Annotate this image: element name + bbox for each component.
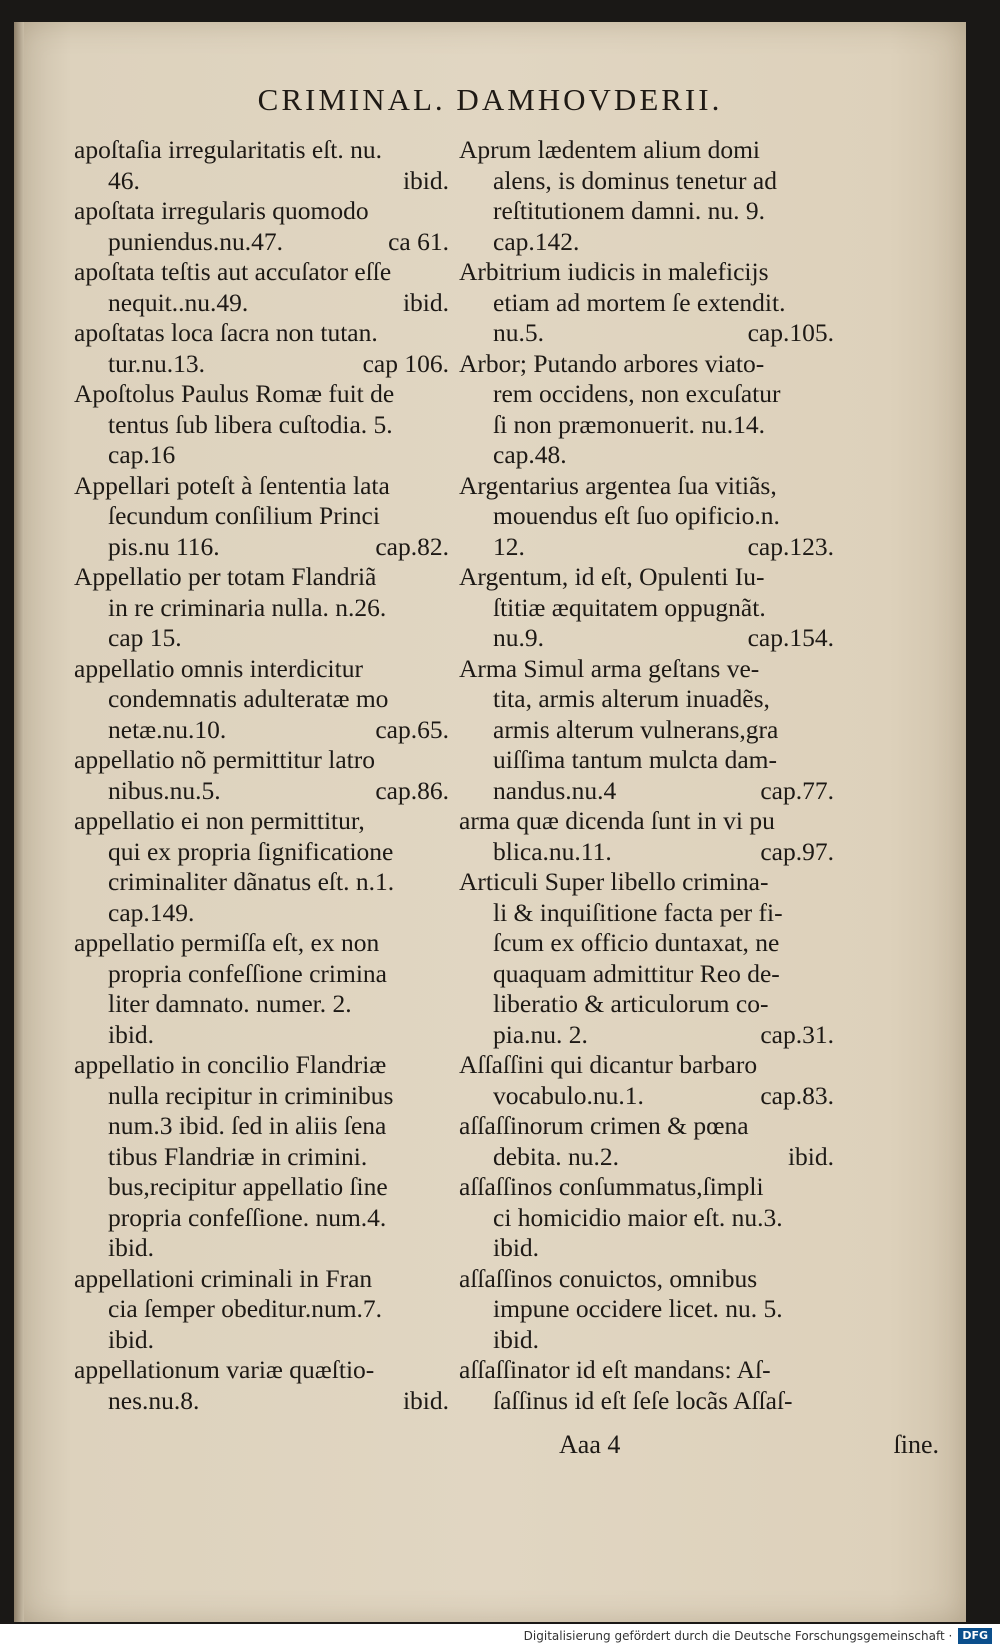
index-entry — [74, 379, 449, 471]
index-entry-line — [459, 562, 834, 593]
index-entry-line — [74, 1264, 449, 1295]
index-entry-line — [459, 1294, 834, 1325]
index-entry — [459, 349, 834, 471]
entry-reference: ca 61. — [388, 226, 449, 256]
entry-text: uiſſima tantum mulcta dam- — [493, 745, 777, 774]
entry-text: ſtitiæ æquitatem oppugnãt. — [493, 592, 766, 622]
index-entry-line — [74, 379, 449, 410]
entry-reference: cap.77. — [760, 775, 834, 805]
index-entry-line — [459, 837, 834, 868]
entry-reference: cap.83. — [760, 1080, 834, 1110]
page-binding-edge — [14, 22, 24, 1622]
entry-text: Arbitrium iudicis in maleficijs — [459, 257, 769, 286]
index-entry-line — [459, 1325, 834, 1356]
entry-text: cia ſemper obeditur.num.7. — [108, 1294, 383, 1323]
entry-text: condemnatis adulteratæ mo — [108, 684, 389, 713]
index-entry-line — [459, 715, 834, 746]
index-entry — [74, 1050, 449, 1264]
index-entry-line — [74, 959, 449, 990]
entry-text: nes.nu.8. — [108, 1385, 200, 1415]
entry-text: nu.9. — [493, 623, 544, 652]
entry-text: blica.nu.11. — [493, 836, 612, 866]
index-entry — [459, 1111, 834, 1172]
index-entry-line — [459, 166, 834, 197]
entry-text: quaquam admittitur Reo de- — [493, 958, 780, 988]
entry-text: apoſtatas loca ſacra non tutan. — [74, 318, 378, 347]
index-entry-line — [74, 288, 449, 319]
index-entry-line — [459, 654, 834, 685]
entry-text: ibid. — [493, 1233, 540, 1262]
index-entry-line — [74, 928, 449, 959]
index-entry-line — [74, 1020, 449, 1051]
entry-reference: cap.31. — [760, 1019, 834, 1049]
index-entry-line — [459, 532, 834, 563]
entry-text: appellatio ei non permittitur, — [74, 806, 365, 835]
index-entry-line — [74, 837, 449, 868]
index-entry-line — [459, 501, 834, 532]
entry-text: aſſaſſinator id eſt mandans: Aſ- — [459, 1355, 771, 1384]
entry-text: num.3 ibid. ſed in aliis ſena — [108, 1111, 387, 1140]
entry-text: Argentarius argentea ſua vitiãs, — [459, 470, 777, 500]
index-entry-line — [459, 1386, 834, 1417]
entry-text: ſecundum conſilium Princi — [108, 501, 380, 530]
index-entry — [459, 867, 834, 1050]
entry-text: aſſaſſinos conſummatus,ſimpli — [459, 1172, 764, 1201]
left-index-column — [74, 135, 449, 1416]
entry-reference: cap.154. — [747, 623, 834, 652]
entry-text: pis.nu 116. — [108, 531, 220, 561]
index-entry-line — [459, 1355, 834, 1386]
index-entry — [459, 1050, 834, 1111]
entry-text: appellatio omnis interdicitur — [74, 653, 363, 683]
entry-text: apoſtata irregularis quomodo — [74, 196, 369, 225]
index-entry-line — [74, 562, 449, 593]
entry-text: cap 15. — [108, 623, 182, 652]
index-entry-line — [459, 318, 834, 349]
entry-text: arma quæ dicenda ſunt in vi pu — [459, 806, 775, 835]
index-entry — [74, 471, 449, 563]
index-entry-line — [74, 1386, 449, 1417]
entry-text: tur.nu.13. — [108, 348, 206, 378]
entry-text: armis alterum vulnerans,gra — [493, 714, 779, 744]
index-entry-line — [74, 440, 449, 471]
entry-text: puniendus.nu.47. — [108, 226, 283, 256]
entry-text: netæ.nu.10. — [108, 714, 227, 744]
index-entry-line — [459, 227, 834, 258]
index-entry-line — [74, 501, 449, 532]
entry-text: ibid. — [493, 1324, 540, 1354]
entry-text: cap.149. — [108, 897, 195, 927]
index-entry — [74, 135, 449, 196]
right-index-column — [459, 135, 834, 1416]
index-entry-line — [459, 867, 834, 898]
entry-text: appellatio nõ permittitur latro — [74, 745, 375, 774]
dfg-logo: DFG — [958, 1628, 992, 1644]
index-entry-line — [459, 379, 834, 410]
index-entry-line — [459, 288, 834, 319]
entry-text: nandus.nu.4 — [493, 775, 617, 805]
entry-text: li & inquiſitione facta per fi- — [493, 897, 783, 927]
entry-text: 12. — [493, 531, 525, 561]
entry-text: cap.48. — [493, 440, 567, 469]
index-entry — [74, 806, 449, 928]
entry-text: tita, armis alterum inuadẽs, — [493, 684, 770, 713]
index-entry-line — [74, 1142, 449, 1173]
index-entry-line — [74, 471, 449, 502]
entry-text: nulla recipitur in criminibus — [108, 1080, 394, 1110]
index-entry-line — [74, 1233, 449, 1264]
index-entry-line — [459, 1172, 834, 1203]
index-entry-line — [459, 989, 834, 1020]
index-entry-line — [459, 440, 834, 471]
entry-text: Apoſtolus Paulus Romæ fuit de — [74, 379, 395, 408]
index-entry-line — [74, 227, 449, 258]
entry-text: cap.16 — [108, 440, 176, 469]
entry-reference: cap 106. — [362, 348, 449, 378]
running-header: CRIMINAL. DAMHOVDERII. — [257, 82, 723, 117]
index-entry-line — [74, 196, 449, 227]
catchword: ſine. — [893, 1430, 939, 1459]
entry-text: reſtitutionem damni. nu. 9. — [493, 196, 765, 225]
index-entry-line — [459, 959, 834, 990]
entry-text: etiam ad mortem ſe extendit. — [493, 287, 786, 317]
index-entry-line — [74, 654, 449, 685]
entry-text: ſi non præmonuerit. nu.14. — [493, 409, 765, 439]
entry-text: nibus.nu.5. — [108, 775, 221, 805]
index-entry — [74, 1355, 449, 1416]
entry-reference: ibid. — [787, 1141, 834, 1171]
entry-text: ſcum ex officio duntaxat, ne — [493, 928, 780, 957]
entry-text: aſſaſſinos conuictos, omnibus — [459, 1263, 758, 1293]
entry-text: ibid. — [108, 1324, 155, 1354]
index-entry — [74, 928, 449, 1050]
index-entry-line — [459, 410, 834, 441]
index-entry-line — [459, 1233, 834, 1264]
index-entry-line — [459, 898, 834, 929]
index-entry-line — [74, 318, 449, 349]
entry-text: Aprum lædentem alium domi — [459, 135, 761, 164]
entry-text: ſaſſinus id eſt ſeſe locãs Aſſaſ- — [493, 1385, 793, 1415]
entry-text: in re criminaria nulla. n.26. — [108, 592, 387, 622]
digitization-footer — [0, 1624, 1000, 1648]
entry-text: Appellari poteſt à ſententia lata — [74, 470, 390, 500]
entry-reference: cap.82. — [375, 531, 449, 561]
index-entry-line — [74, 593, 449, 624]
entry-text: vocabulo.nu.1. — [493, 1080, 644, 1110]
entry-text: tentus ſub libera cuſtodia. 5. — [108, 409, 393, 439]
entry-reference: cap.86. — [375, 775, 449, 805]
signature-line — [559, 1430, 939, 1460]
index-entry-line — [459, 623, 834, 654]
index-entry — [74, 654, 449, 746]
entry-text: appellatio permiſſa eſt, ex non — [74, 928, 380, 957]
index-entry-line — [74, 1050, 449, 1081]
index-entry-line — [74, 684, 449, 715]
index-entry-line — [74, 867, 449, 898]
index-entry-line — [459, 135, 834, 166]
index-entry-line — [459, 1203, 834, 1234]
index-entry — [74, 1264, 449, 1356]
index-entry-line — [74, 532, 449, 563]
index-entry-line — [459, 684, 834, 715]
entry-text: criminaliter dãnatus eſt. n.1. — [108, 867, 395, 896]
index-entry-line — [459, 806, 834, 837]
index-entry-line — [459, 471, 834, 502]
index-entry-line — [74, 410, 449, 441]
entry-text: Appellatio per totam Flandriã — [74, 562, 377, 591]
index-entry — [459, 471, 834, 563]
entry-text: ci homicidio maior eſt. nu.3. — [493, 1202, 783, 1232]
index-entry — [459, 806, 834, 867]
entry-text: appellatio in concilio Flandriæ — [74, 1050, 387, 1079]
entry-text: alens, is dominus tenetur ad — [493, 165, 777, 195]
index-entry — [74, 745, 449, 806]
index-entry-line — [459, 1020, 834, 1051]
index-entry-line — [74, 349, 449, 380]
index-entry-line — [74, 257, 449, 288]
entry-text: apoſtata teſtis aut accuſator eſſe — [74, 257, 392, 286]
index-entry-line — [459, 1111, 834, 1142]
entry-text: aſſaſſinorum crimen & pœna — [459, 1111, 749, 1140]
entry-text: bus,recipitur appellatio ſine — [108, 1172, 388, 1201]
index-entry-line — [74, 623, 449, 654]
index-entry-line — [459, 776, 834, 807]
entry-reference: cap.105. — [747, 318, 834, 347]
index-entry-line — [459, 928, 834, 959]
entry-text: Aſſaſſini qui dicantur barbaro — [459, 1050, 758, 1079]
index-entry-line — [459, 1050, 834, 1081]
index-entry — [74, 257, 449, 318]
index-entry — [74, 196, 449, 257]
index-entry — [459, 1355, 834, 1416]
entry-reference: cap.123. — [747, 531, 834, 561]
entry-text: qui ex propria ſignificatione — [108, 836, 394, 866]
index-entry-line — [74, 806, 449, 837]
entry-text: ibid. — [108, 1233, 155, 1262]
entry-text: liberatio & articulorum co- — [493, 989, 769, 1018]
entry-text: debita. nu.2. — [493, 1141, 620, 1171]
index-entry — [74, 562, 449, 654]
index-entry-line — [459, 593, 834, 624]
entry-text: appellationum variæ quæſtio- — [74, 1355, 375, 1384]
index-entry-line — [74, 1355, 449, 1386]
entry-text: rem occidens, non excuſatur — [493, 379, 781, 408]
index-entry-line — [459, 1081, 834, 1112]
entry-reference: cap.65. — [375, 714, 449, 744]
index-entry-line — [459, 1142, 834, 1173]
entry-text: Arbor; Putando arbores viato- — [459, 348, 765, 378]
index-entry-line — [459, 196, 834, 227]
book-page — [14, 22, 966, 1622]
index-entry-line — [459, 257, 834, 288]
entry-reference: ibid. — [402, 287, 449, 317]
index-entry-line — [74, 1203, 449, 1234]
index-entry-line — [74, 166, 449, 197]
index-entry-line — [74, 1111, 449, 1142]
entry-text: pia.nu. 2. — [493, 1019, 588, 1049]
index-entry-line — [74, 745, 449, 776]
index-entry — [459, 1172, 834, 1264]
entry-text: propria confeſſione. num.4. — [108, 1202, 387, 1232]
index-entry-line — [74, 989, 449, 1020]
index-entry-line — [459, 745, 834, 776]
entry-text: liter damnato. numer. 2. — [108, 989, 352, 1018]
index-entry-line — [459, 1264, 834, 1295]
index-entry-line — [74, 1081, 449, 1112]
index-entry — [459, 257, 834, 349]
index-entry — [459, 135, 834, 257]
entry-text: nu.5. — [493, 318, 544, 347]
entry-text: Arma Simul arma geſtans ve- — [459, 653, 760, 683]
entry-text: appellationi criminali in Fran — [74, 1263, 373, 1293]
entry-text: tibus Flandriæ in crimini. — [108, 1141, 368, 1171]
index-entry — [459, 1264, 834, 1356]
entry-text: apoſtaſia irregularitatis eſt. nu. — [74, 135, 383, 164]
index-entry-line — [459, 349, 834, 380]
entry-text: Argentum, id eſt, Opulenti Iu- — [459, 562, 765, 591]
index-entry-line — [74, 135, 449, 166]
index-entry — [459, 654, 834, 807]
entry-reference: cap.97. — [760, 836, 834, 866]
index-entry — [459, 562, 834, 654]
index-entry-line — [74, 776, 449, 807]
entry-reference: ibid. — [402, 165, 449, 195]
index-entry — [74, 318, 449, 379]
footer-credit: Digitalisierung gefördert durch die Deutsche Forschungsgemeinschaft · — [523, 1629, 953, 1643]
entry-text: nequit..nu.49. — [108, 287, 249, 317]
entry-text: mouendus eſt ſuo opificio.n. — [493, 501, 780, 530]
entry-text: cap.142. — [493, 226, 580, 256]
entry-text: 46. — [108, 165, 140, 195]
index-entry-line — [74, 1294, 449, 1325]
entry-text: impune occidere licet. nu. 5. — [493, 1294, 783, 1323]
index-entry-line — [74, 1172, 449, 1203]
entry-reference: ibid. — [402, 1385, 449, 1415]
entry-text: Articuli Super libello crimina- — [459, 867, 769, 896]
entry-text: propria confeſſione crimina — [108, 958, 387, 988]
signature-mark: Aaa 4 — [559, 1430, 621, 1459]
index-entry-line — [74, 715, 449, 746]
index-entry-line — [74, 1325, 449, 1356]
index-entry-line — [74, 898, 449, 929]
entry-text: ibid. — [108, 1019, 155, 1049]
